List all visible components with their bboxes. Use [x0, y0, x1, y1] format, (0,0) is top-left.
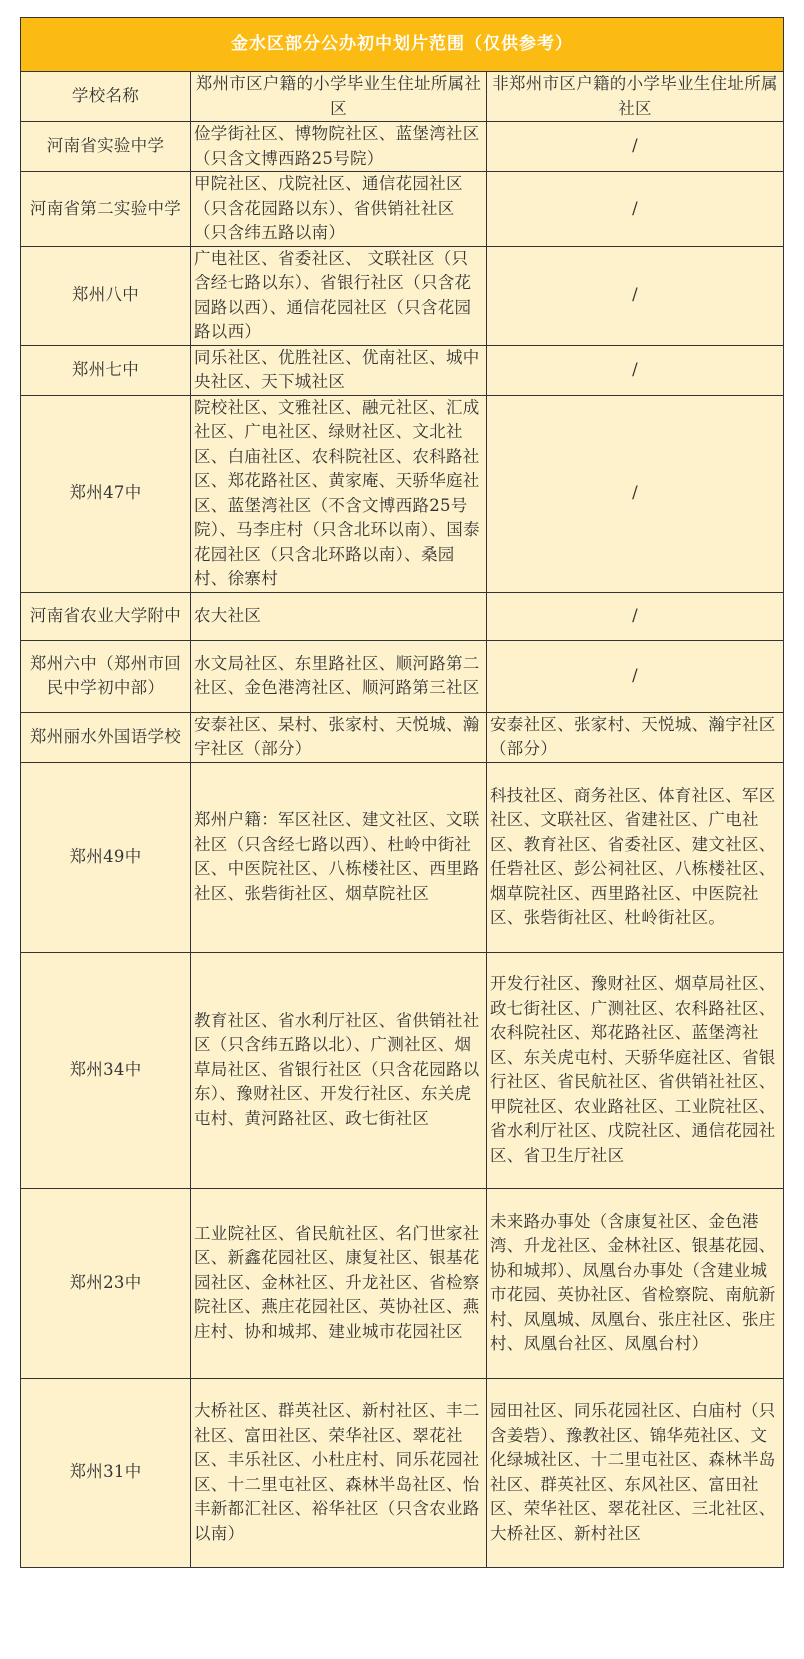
non-zhengzhou-community-cell: /	[487, 246, 784, 345]
school-name-cell: 郑州丽水外国语学校	[21, 712, 191, 762]
table-row	[21, 640, 784, 712]
zoning-table	[20, 17, 784, 1568]
zhengzhou-community-cell: 院校社区、文雅社区、融元社区、汇成社区、广电社区、绿财社区、文北社区、白庙社区、农科院社区、农科路社区、郑花路社区、黄家庵、天骄华庭社区、蓝堡湾社区（不含文博西路25号院）、马李庄村（只含北环以南）、国泰花园社区（只含北环路以南）、桑园村、徐寨村	[191, 395, 487, 592]
non-zhengzhou-community-cell: 科技社区、商务社区、体育社区、军区社区、文联社区、省建社区、广电社区、教育社区、省委社区、建文社区、任砦社区、彭公祠社区、八栋楼社区、烟草院社区、西里路社区、中医院社区、张砦街社区、杜岭街社区。	[487, 762, 784, 952]
non-zhengzhou-community-cell: 安泰社区、张家村、天悦城、瀚宇社区（部分）	[487, 712, 784, 762]
non-zhengzhou-community-cell: /	[487, 345, 784, 395]
table-row	[21, 246, 784, 345]
zhengzhou-community-cell: 工业院社区、省民航社区、名门世家社区、新鑫花园社区、康复社区、银基花园社区、金林社区、升龙社区、省检察院社区、燕庄花园社区、英协社区、燕庄村、协和城邦、建业城市花园社区	[191, 1188, 487, 1378]
non-zhengzhou-community-cell: 未来路办事处（含康复社区、金色港湾、升龙社区、金林社区、银基花园、协和城邦）、凤凰台办事处（含建业城市花园、英协社区、省检察院、南航新村、凤凰城、凤凰台、张庄社区、张庄村、凤凰台社区、凤凰台村）	[487, 1188, 784, 1378]
school-name-cell: 河南省实验中学	[21, 122, 191, 172]
zhengzhou-community-cell: 水文局社区、东里路社区、顺河路第二社区、金色港湾社区、顺河路第三社区	[191, 640, 487, 712]
school-name-cell: 河南省农业大学附中	[21, 592, 191, 640]
header-school-name: 学校名称	[21, 72, 191, 122]
table-row	[21, 395, 784, 592]
zhengzhou-community-cell: 同乐社区、优胜社区、优南社区、城中央社区、天下城社区	[191, 345, 487, 395]
table-row	[21, 762, 784, 952]
zhengzhou-community-cell: 教育社区、省水利厅社区、省供销社社区（只含纬五路以北）、广测社区、烟草局社区、省银行社区（只含花园路以东）、豫财社区、开发行社区、东关虎屯村、黄河路社区、政七街社区	[191, 952, 487, 1188]
non-zhengzhou-community-cell: 园田社区、同乐花园社区、白庙村（只含姜砦）、豫教社区、锦华苑社区、文化绿城社区、十二里屯社区、森林半岛社区、群英社区、东风社区、富田社区、荣华社区、翠花社区、三北社区、大桥社区、新村社区	[487, 1378, 784, 1567]
zhengzhou-community-cell: 甲院社区、戊院社区、通信花园社区（只含花园路以东）、省供销社社区（只含纬五路以南）	[191, 172, 487, 247]
zhengzhou-community-cell: 郑州户籍：军区社区、建文社区、文联社区（只含经七路以西）、杜岭中街社区、中医院社区、八栋楼社区、西里路社区、张砦街社区、烟草院社区	[191, 762, 487, 952]
non-zhengzhou-community-cell: /	[487, 640, 784, 712]
zhengzhou-community-cell: 俭学街社区、博物院社区、蓝堡湾社区（只含文博西路25号院）	[191, 122, 487, 172]
school-name-cell: 郑州七中	[21, 345, 191, 395]
zhengzhou-community-cell: 大桥社区、群英社区、新村社区、丰二社区、富田社区、荣华社区、翠花社区、丰乐社区、小杜庄村、同乐花园社区、十二里屯社区、森林半岛社区、怡丰新都汇社区、裕华社区（只含农业路以南）	[191, 1378, 487, 1567]
table-row	[21, 345, 784, 395]
non-zhengzhou-community-cell: /	[487, 395, 784, 592]
table-row	[21, 122, 784, 172]
table-row	[21, 1378, 784, 1567]
header-zhengzhou-hukou: 郑州市区户籍的小学毕业生住址所属社区	[191, 72, 487, 122]
non-zhengzhou-community-cell: /	[487, 122, 784, 172]
non-zhengzhou-community-cell: /	[487, 592, 784, 640]
table-title: 金水区部分公办初中划片范围（仅供参考）	[21, 18, 784, 72]
table-row	[21, 592, 784, 640]
school-name-cell: 郑州34中	[21, 952, 191, 1188]
school-name-cell: 郑州47中	[21, 395, 191, 592]
table-row	[21, 712, 784, 762]
table-row	[21, 172, 784, 247]
non-zhengzhou-community-cell: /	[487, 172, 784, 247]
non-zhengzhou-community-cell: 开发行社区、豫财社区、烟草局社区、政七街社区、广测社区、农科路社区、农科院社区、郑花路社区、蓝堡湾社区、东关虎屯村、天骄华庭社区、省银行社区、省民航社区、省供销社社区、甲院社区、农业路社区、工业院社区、省水利厅社区、戊院社区、通信花园社区、省卫生厅社区	[487, 952, 784, 1188]
zhengzhou-community-cell: 广电社区、省委社区、 文联社区（只含经七路以东）、省银行社区（只含花园路以西）、通信花园社区（只含花园路以西）	[191, 246, 487, 345]
header-row	[21, 72, 784, 122]
table-row	[21, 952, 784, 1188]
header-non-zhengzhou-hukou: 非郑州市区户籍的小学毕业生住址所属社区	[487, 72, 784, 122]
school-name-cell: 郑州六中（郑州市回民中学初中部）	[21, 640, 191, 712]
table-row	[21, 1188, 784, 1378]
zhengzhou-community-cell: 安泰社区、杲村、张家村、天悦城、瀚宇社区（部分）	[191, 712, 487, 762]
school-name-cell: 郑州23中	[21, 1188, 191, 1378]
zhengzhou-community-cell: 农大社区	[191, 592, 487, 640]
school-name-cell: 郑州八中	[21, 246, 191, 345]
title-row	[21, 18, 784, 72]
school-name-cell: 郑州49中	[21, 762, 191, 952]
school-name-cell: 河南省第二实验中学	[21, 172, 191, 247]
school-name-cell: 郑州31中	[21, 1378, 191, 1567]
